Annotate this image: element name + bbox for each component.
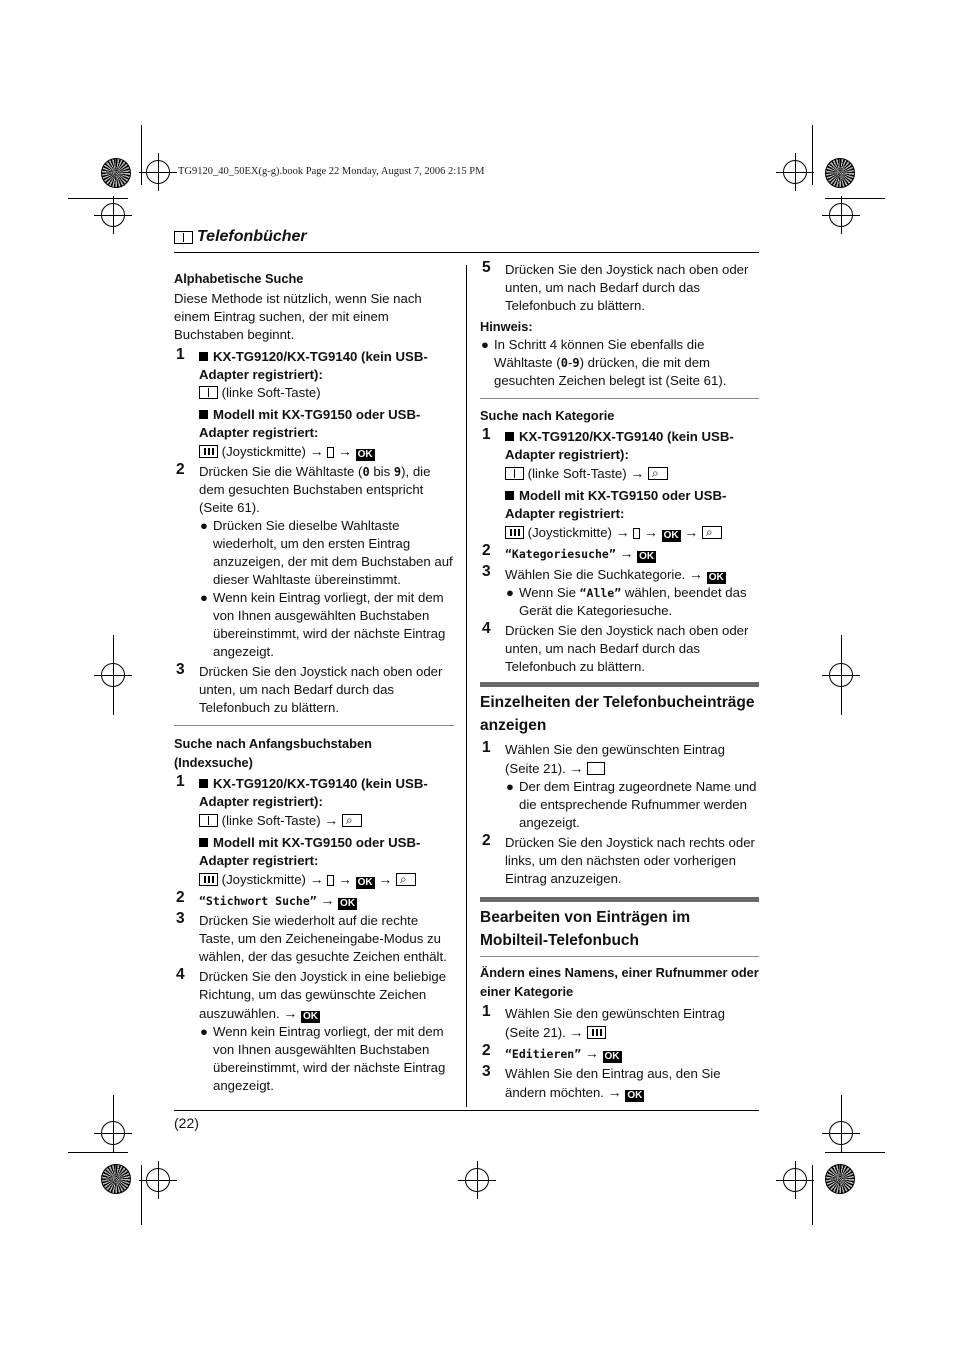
divider (480, 956, 759, 957)
ok-icon: OK (639, 551, 655, 562)
crosshair-icon (146, 160, 170, 184)
edit-step-2: 2 “Editieren” → OK (482, 1042, 620, 1062)
alpha-search-heading: Alphabetische Suche (174, 271, 304, 286)
section-title (174, 228, 307, 246)
bullet-item: ● Wenn Sie “Alle” wählen, beendet das Gerät die Kategoriesuche. (506, 585, 747, 618)
print-header: TG9120_40_50EX(g-g).book Page 22 Monday, August 7, 2006 2:15 PM (178, 166, 485, 177)
model-b-label: Modell mit KX-TG9150 oder USB-Adapter registriert: (199, 407, 421, 440)
ok-icon: OK (663, 530, 679, 541)
header-rule (174, 252, 759, 253)
index-step-3: 3 Drücken Sie wiederholt auf die rechte Taste, um den Zeicheneingabe-Modus zu wählen, der das gesuchte Zeichen enthält. (176, 910, 447, 964)
edit-heading: Bearbeiten von Einträgen im Mobilteil-Telefonbuch (480, 909, 691, 949)
registration-star-icon (825, 158, 855, 188)
category-step-1: 1 KX-TG9120/KX-TG9140 (kein USB-Adapter registriert): (linke Soft-Taste) → ⌕ Modell mit KX-TG9150 oder USB-Adapter registriert: (Joystickmitte) → → OK → ⌕ (480, 428, 759, 542)
ok-icon: OK (303, 1011, 318, 1022)
alpha-step-3: 3 Drücken Sie den Joystick nach oben oder unten, um nach Bedarf durch das Telefonbuch zu blättern. (176, 661, 443, 715)
model-b-label: Modell mit KX-TG9150 oder USB-Adapter registriert: (505, 488, 727, 521)
page-number: (22) (174, 1115, 199, 1131)
section-title-text: Telefonbücher (197, 228, 307, 245)
note-item: ● In Schritt 4 können Sie ebenfalls die Wähltaste (0-9) drücken, die mit dem gesuchten Zeichen belegt ist (Seite 61). (481, 337, 727, 388)
crosshair-icon (465, 1168, 489, 1192)
alpha-intro: Diese Methode ist nützlich, wenn Sie nach einem Eintrag suchen, der mit einem Buchstaben beginnt. (174, 291, 422, 342)
phonebook-small-icon (327, 447, 334, 458)
crop-line (841, 635, 842, 715)
crop-line (812, 1165, 813, 1225)
joystick-line: (Joystickmitte) → → OK → ⌕ (199, 870, 454, 889)
crosshair-icon (783, 160, 807, 184)
crosshair-icon (146, 1168, 170, 1192)
details-step-1: 1 Wählen Sie den gewünschten Eintrag (Seite 21). → ● Der dem Eintrag zugeordnete Name und die entsprechende Rufnummer werden angezeigt. (480, 741, 759, 832)
index-step-2: 2 “Stichwort Suche” → OK (176, 889, 356, 909)
section-rule (480, 897, 759, 902)
crop-line (841, 1095, 842, 1135)
category-step-4: 4 Drücken Sie den Joystick nach oben oder unten, um nach Bedarf durch das Telefonbuch zu blättern. (482, 620, 749, 674)
registration-star-icon (101, 1164, 131, 1194)
joystick-line: (Joystickmitte) → → OK (199, 442, 454, 461)
footer-rule (174, 1110, 759, 1111)
alpha-step-2: 2 Drücken Sie die Wähltaste (0 bis 9), die dem gesuchten Buchstaben entspricht (Seite 61). ● Drücken Sie dieselbe Wahltaste wiederholt, um den ersten Eintrag anzuzeigen, der mit dem Buchstaben auf dieser Wahltaste übereinstimmt. ● Wenn kein Eintrag vorliegt, der mit dem von Ihnen ausgewählten Buchstaben übereinstimmt, wird der nächste Eintrag angezeigt. (176, 461, 453, 659)
model-a-label: KX-TG9120/KX-TG9140 (kein USB-Adapter registriert): (199, 349, 428, 382)
category-step-3: 3 Wählen Sie die Suchkategorie. → OK ● Wenn Sie “Alle” wählen, beendet das Gerät die Kategoriesuche. (480, 565, 759, 620)
crop-line (68, 1152, 128, 1153)
registration-star-icon (101, 158, 131, 188)
divider (174, 725, 454, 726)
joystick-line: (Joystickmitte) → → OK → ⌕ (505, 523, 759, 542)
edit-step-3: 3 Wählen Sie den Eintrag aus, den Sie ändern möchten. → OK (482, 1063, 721, 1101)
phonebook-icon (199, 814, 218, 827)
phonebook-icon (174, 231, 193, 244)
right-column (480, 261, 759, 1102)
details-icon (587, 762, 605, 775)
category-search-heading: Suche nach Kategorie (480, 408, 615, 423)
model-a-label: KX-TG9120/KX-TG9140 (kein USB-Adapter registriert): (199, 776, 428, 809)
search-icon (702, 526, 722, 539)
menu-icon (199, 873, 218, 886)
crop-line (113, 1095, 114, 1135)
alpha-step-1: 1 KX-TG9120/KX-TG9140 (kein USB-Adapter registriert): (linke Soft-Taste) Modell mit KX-TG9150 oder USB-Adapter registriert: (Joystickmitte) → → OK (174, 348, 454, 461)
phonebook-icon (505, 467, 524, 480)
left-column (174, 270, 454, 1095)
edit-subheading: Ändern eines Namens, einer Rufnummer oder einer Kategorie (480, 965, 759, 999)
search-icon (648, 467, 668, 480)
crop-line (812, 125, 813, 185)
phonebook-icon (199, 386, 218, 399)
column-divider (466, 265, 467, 1107)
divider (480, 398, 759, 399)
crop-line (141, 125, 142, 185)
note-heading: Hinweis: (480, 319, 533, 334)
menu-icon (505, 526, 524, 539)
crop-line (68, 198, 128, 199)
crosshair-icon (829, 203, 853, 227)
model-b-label: Modell mit KX-TG9150 oder USB-Adapter registriert: (199, 835, 421, 868)
edit-step-1: 1 Wählen Sie den gewünschten Eintrag (Seite 21). → (482, 1003, 725, 1040)
category-step-2: 2 “Kategoriesuche” → OK (482, 542, 655, 562)
crop-line (113, 635, 114, 715)
details-step-2: 2 Drücken Sie den Joystick nach rechts oder links, um den nächsten oder vorherigen Eintrag anzuzeigen. (482, 832, 755, 886)
crosshair-icon (101, 203, 125, 227)
section-rule (480, 682, 759, 687)
search-icon (396, 873, 416, 886)
bullet-item: ● Wenn kein Eintrag vorliegt, der mit dem von Ihnen ausgewählten Buchstaben übereinstimmt, wird der nächste Eintrag angezeigt. (200, 590, 446, 659)
index-search-heading: Suche nach Anfangsbuchstaben (Indexsuche) (174, 736, 372, 770)
crop-line (825, 198, 885, 199)
crosshair-icon (783, 1168, 807, 1192)
ok-icon: OK (340, 898, 356, 909)
menu-icon (587, 1026, 606, 1039)
alpha-step-5: 5 Drücken Sie den Joystick nach oben oder unten, um nach Bedarf durch das Telefonbuch zu blättern. (482, 259, 749, 313)
ok-icon: OK (604, 1051, 620, 1062)
bullet-item: ● Wenn kein Eintrag vorliegt, der mit dem von Ihnen ausgewählten Buchstaben übereinstimmt, wird der nächste Eintrag angezeigt. (200, 1024, 446, 1093)
model-a-label: KX-TG9120/KX-TG9140 (kein USB-Adapter registriert): (505, 429, 734, 462)
phonebook-small-icon (633, 528, 640, 539)
crop-line (825, 1152, 885, 1153)
ok-icon: OK (357, 449, 373, 460)
bullet-item: ● Der dem Eintrag zugeordnete Name und die entsprechende Rufnummer werden angezeigt. (506, 779, 757, 830)
ok-icon: OK (708, 572, 724, 583)
crop-line (141, 1165, 142, 1225)
softkey-line: (linke Soft-Taste) → ⌕ (505, 464, 759, 483)
phonebook-small-icon (327, 875, 334, 886)
softkey-line: (linke Soft-Taste) (199, 384, 454, 402)
index-step-1: 1 KX-TG9120/KX-TG9140 (kein USB-Adapter registriert): (linke Soft-Taste) → ⌕ Modell mit KX-TG9150 oder USB-Adapter registriert: (Joystickmitte) → → OK → ⌕ (174, 775, 454, 889)
bullet-item: ● Drücken Sie dieselbe Wahltaste wiederholt, um den ersten Eintrag anzuzeigen, der mit dem Buchstaben auf dieser Wahltaste übereinstimmt. (200, 518, 453, 587)
ok-icon: OK (627, 1090, 643, 1101)
softkey-line: (linke Soft-Taste) → ⌕ (199, 811, 454, 830)
details-heading: Einzelheiten der Telefonbucheinträge anzeigen (480, 694, 755, 734)
registration-star-icon (825, 1164, 855, 1194)
search-icon (342, 814, 362, 827)
index-step-4: 4 Drücken Sie den Joystick in eine beliebige Richtung, um das gewünschte Zeichen auszuwählen. → OK ● Wenn kein Eintrag vorliegt, der mit dem von Ihnen ausgewählten Buchstaben übereinstimmt, wird der nächste Eintrag angezeigt. (174, 968, 454, 1095)
menu-icon (199, 445, 218, 458)
ok-icon: OK (357, 877, 373, 888)
